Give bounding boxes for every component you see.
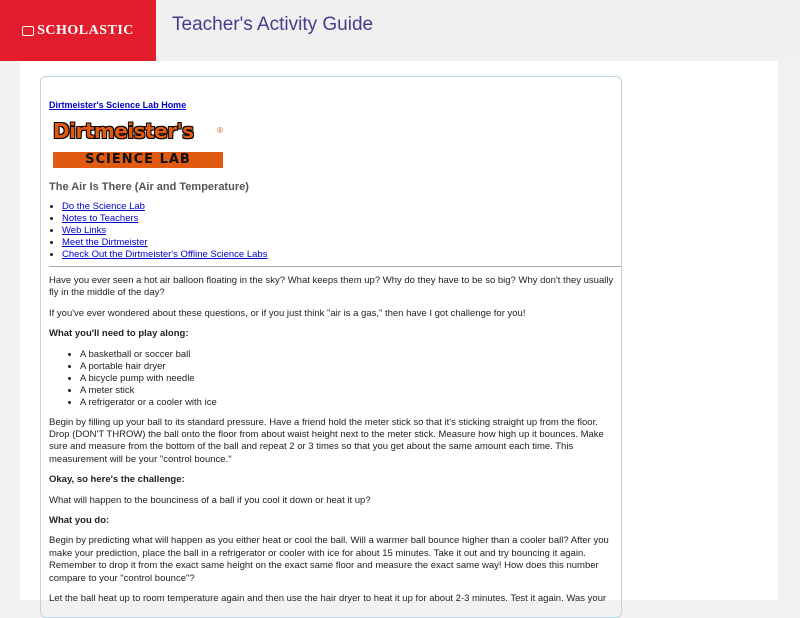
intro-paragraph: Have you ever seen a hot air balloon floating in the sky? What keeps them up? Why do they have to be so big? Why don't they usually fly in the middle of the day?: [49, 275, 614, 299]
logo-bottom-text: SCIENCE LAB: [53, 152, 223, 168]
nav-item: [62, 201, 621, 213]
nav-item: [62, 249, 621, 261]
scholastic-logo-text: [22, 23, 134, 39]
nav-link-meet-dirtmeister[interactable]: Meet the Dirtmeister: [62, 237, 148, 248]
materials-heading: What you'll need to play along:: [49, 328, 189, 340]
procedure-paragraph-2: Let the ball heat up to room temperature again and then use the hair dryer to heat it up for about 2-3 minutes. Test it again. Was your: [49, 593, 607, 605]
nav-link-web-links[interactable]: Web Links: [62, 225, 107, 236]
challenge-heading: Okay, so here's the challenge:: [49, 474, 185, 486]
divider: [49, 266, 621, 267]
page-title: Teacher's Activity Guide: [172, 14, 374, 35]
what-you-do-heading: What you do:: [49, 515, 110, 527]
list-item: • A meter stick: [80, 385, 615, 397]
site-header: [0, 0, 800, 61]
book-icon: [22, 26, 34, 36]
scholastic-logo[interactable]: [0, 0, 156, 61]
brand-label: SCHOLASTIC: [37, 22, 134, 38]
list-item: • A refrigerator or a cooler with ice: [80, 397, 615, 409]
content-panel: [40, 76, 622, 618]
nav-link-offline-labs[interactable]: Check Out the Dirtmeister's Offline Science Labs: [62, 249, 268, 260]
nav-link-notes-to-teachers[interactable]: Notes to Teachers: [62, 213, 139, 224]
dirtmeister-logo: [49, 119, 223, 171]
nav-item: [62, 237, 621, 249]
activity-nav-list: [49, 201, 621, 261]
intro-paragraph-2: If you've ever wondered about these questions, or if you just think "air is a gas," then have I got challenge for you!: [49, 307, 526, 319]
list-item: • A basketball or soccer ball: [80, 349, 615, 361]
procedure-paragraph: Begin by predicting what will happen as you either heat or cool the ball. Will a warmer ball bounce higher than a cooler ball? After you make your prediction, place the ball in a refrigerator or cooler with ice for about 15 minutes. Take it out and try bouncing it again. Remember to drop it from the exact same height on the exact same floor and measure the exact same way! How does this number compare to your "control bounce"?: [49, 535, 609, 584]
logo-top-text: Dirtmeister's: [53, 119, 194, 143]
list-item: • A bicycle pump with needle: [80, 373, 615, 385]
instructions-paragraph: Begin by filling up your ball to its standard pressure. Have a friend hold the meter stick so that it's sticking straight up from the floor. Drop (DON'T THROW) the ball onto the floor from about waist height next to the meter stick. Measure how high up it bounces. Make sure and measure from the bottom of the ball and repeat 2 or 3 times so that you get about the same amount each time. This measurement will be your "control bounce.": [49, 416, 604, 465]
challenge-paragraph: What will happen to the bounciness of a ball if you cool it down or heat it up?: [49, 494, 371, 506]
nav-link-do-science-lab[interactable]: Do the Science Lab: [62, 201, 145, 212]
nav-item: [62, 225, 621, 237]
registered-mark: ®: [217, 126, 223, 135]
science-lab-home-link[interactable]: Dirtmeister's Science Lab Home: [49, 100, 187, 110]
activity-subtitle: The Air Is There (Air and Temperature): [49, 181, 249, 193]
page-body: [20, 61, 778, 605]
materials-list: [49, 349, 615, 409]
list-item: • A portable hair dryer: [80, 361, 615, 373]
nav-item: [62, 213, 621, 225]
